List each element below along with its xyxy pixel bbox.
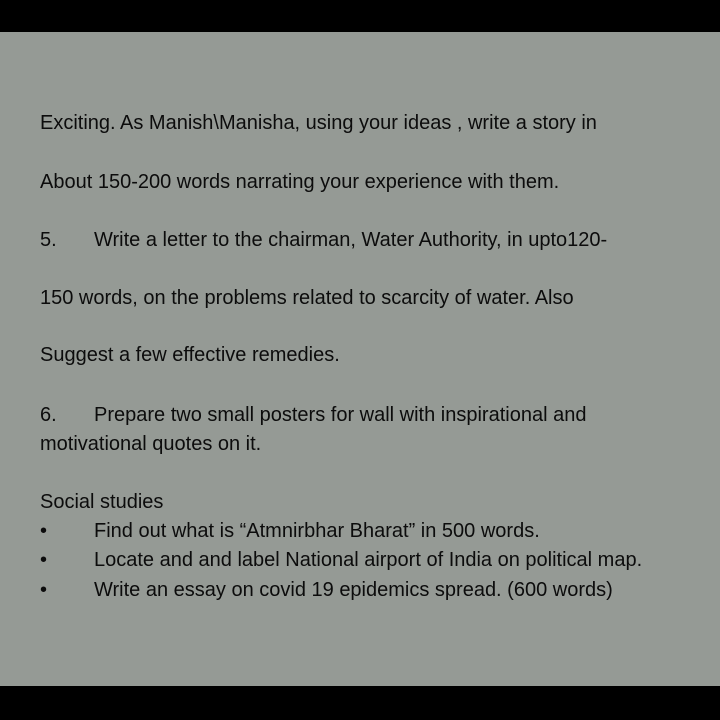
bullet-text-3: Write an essay on covid 19 epidemics spread. (600 words) [94,579,613,601]
bullet-text-2: Locate and and label National airport of India on political map. [94,549,643,571]
social-studies-heading: Social studies [40,491,164,513]
story-instruction-line-1: Exciting. As Manish\Manisha, using your ideas , write a story in [40,112,597,134]
item-5-number: 5. [40,229,57,251]
bullet-marker-3: • [40,579,48,601]
item-5-line-3: Suggest a few effective remedies. [40,344,340,366]
item-6-line-1: Prepare two small posters for wall with inspirational and [94,404,587,426]
bullet-text-1: Find out what is “Atmnirbhar Bharat” in 500 words. [94,520,540,542]
item-6-number: 6. [40,404,57,426]
item-5-line-1: Write a letter to the chairman, Water Authority, in upto120- [94,229,608,251]
bullet-marker-2: • [40,549,48,571]
document-page [0,32,720,686]
story-instruction-line-2: About 150-200 words narrating your experience with them. [40,171,560,193]
item-5-line-2: 150 words, on the problems related to scarcity of water. Also [40,287,574,309]
item-6-line-2: motivational quotes on it. [40,433,262,455]
bullet-marker-1: • [40,520,48,542]
